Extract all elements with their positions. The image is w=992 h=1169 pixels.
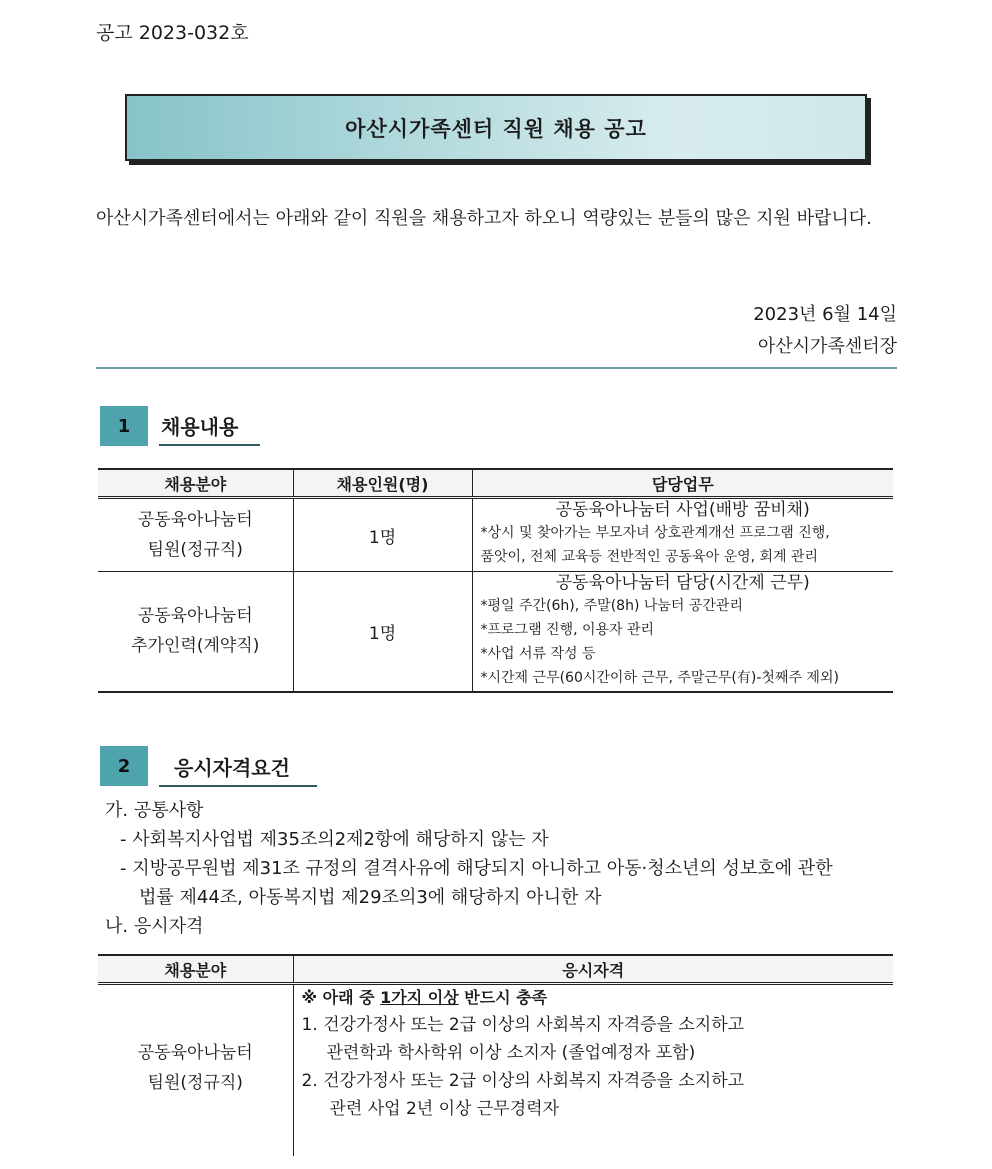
header-field: 채용분야	[98, 955, 293, 984]
qualification-item: 1. 건강가정사 또는 2급 이상의 사회복지 자격증을 소지하고	[301, 1015, 745, 1035]
field-cell	[98, 572, 293, 692]
divider	[96, 367, 897, 369]
table-row	[98, 984, 893, 1156]
note-suffix: 반드시 충족	[458, 988, 548, 1007]
section-1-title: 채용내용	[161, 415, 239, 439]
header-count: 채용인원(명)	[293, 469, 472, 498]
duties-cell	[472, 498, 893, 572]
count-cell: 1명	[293, 572, 472, 692]
duty-line: *평일 주간(6h), 주말(8h) 나눔터 공간관리	[480, 598, 743, 614]
section-2-title: 응시자격요건	[174, 756, 290, 780]
page-title-text: 아산시가족센터 직원 채용 공고	[345, 116, 647, 141]
section-1-underline	[159, 444, 260, 446]
duty-title: 공동육아나눔터 담당(시간제 근무)	[555, 573, 810, 593]
qualification-heading: 나. 응시자격	[105, 916, 204, 937]
employment-table	[98, 468, 893, 693]
count-cell: 1명	[293, 498, 472, 572]
section-1-number: 1	[100, 406, 148, 446]
duty-line: 품앗이, 전체 교육등 전반적인 공동육아 운영, 회계 관리	[480, 549, 819, 565]
qualification-note	[302, 985, 894, 1011]
common-item: - 사회복지사업법 제35조의2제2항에 해당하지 않는 자	[120, 829, 549, 850]
header-field: 채용분야	[98, 469, 293, 498]
section-2-number: 2	[100, 746, 148, 786]
issuer: 아산시가족센터장	[757, 336, 897, 357]
header-qualification: 응시자격	[293, 955, 893, 984]
field-line: 팀원(정규직)	[147, 540, 243, 560]
intro-paragraph: 아산시가족센터에서는 아래와 같이 직원을 채용하고자 하오니 역량있는 분들의 많은 지원 바랍니다.	[96, 208, 872, 229]
duty-line: *상시 및 찾아가는 부모자녀 상호관계개선 프로그램 진행,	[480, 525, 830, 541]
field-cell	[98, 984, 293, 1156]
announcement-date: 2023년 6월 14일	[753, 304, 897, 325]
field-line: 팀원(정규직)	[147, 1073, 243, 1093]
duty-title: 공동육아나눔터 사업(배방 꿈비채)	[555, 500, 810, 520]
duty-line: *프로그램 진행, 이용자 관리	[480, 622, 655, 638]
qualification-item: 관련 사업 2년 이상 근무경력자	[329, 1099, 559, 1119]
qualification-cell	[293, 984, 893, 1156]
field-cell	[98, 498, 293, 572]
common-item: 법률 제44조, 아동복지법 제29조의3에 해당하지 아니한 자	[139, 887, 602, 908]
note-emphasis: 1가지 이상	[380, 988, 459, 1007]
qualification-item: 2. 건강가정사 또는 2급 이상의 사회복지 자격증을 소지하고	[301, 1071, 745, 1091]
qualification-table	[98, 954, 893, 1156]
common-item: - 지방공무원법 제31조 규정의 결격사유에 해당되지 아니하고 아동·청소년의 성보호에 관한	[120, 858, 833, 879]
duty-line: *시간제 근무(60시간이하 근무, 주말근무(有)-첫째주 제외)	[480, 670, 839, 686]
page-title	[125, 94, 867, 161]
section-2-underline	[159, 785, 317, 787]
notice-number: 공고 2023-032호	[96, 22, 249, 44]
field-line: 추가인력(계약직)	[131, 636, 260, 657]
common-heading: 가. 공통사항	[105, 800, 204, 821]
duty-line: *사업 서류 작성 등	[480, 646, 596, 662]
table-row	[98, 572, 893, 692]
note-prefix: ※ 아래 중	[301, 988, 381, 1007]
field-line: 공동육아나눔터	[137, 510, 253, 530]
field-line: 공동육아나눔터	[137, 1043, 253, 1063]
header-duties: 담당업무	[472, 469, 893, 498]
table-row	[98, 498, 893, 572]
qualification-item: 관련학과 학사학위 이상 소지자 (졸업예정자 포함)	[326, 1043, 696, 1063]
field-line: 공동육아나눔터	[137, 606, 253, 627]
duties-cell	[472, 572, 893, 692]
